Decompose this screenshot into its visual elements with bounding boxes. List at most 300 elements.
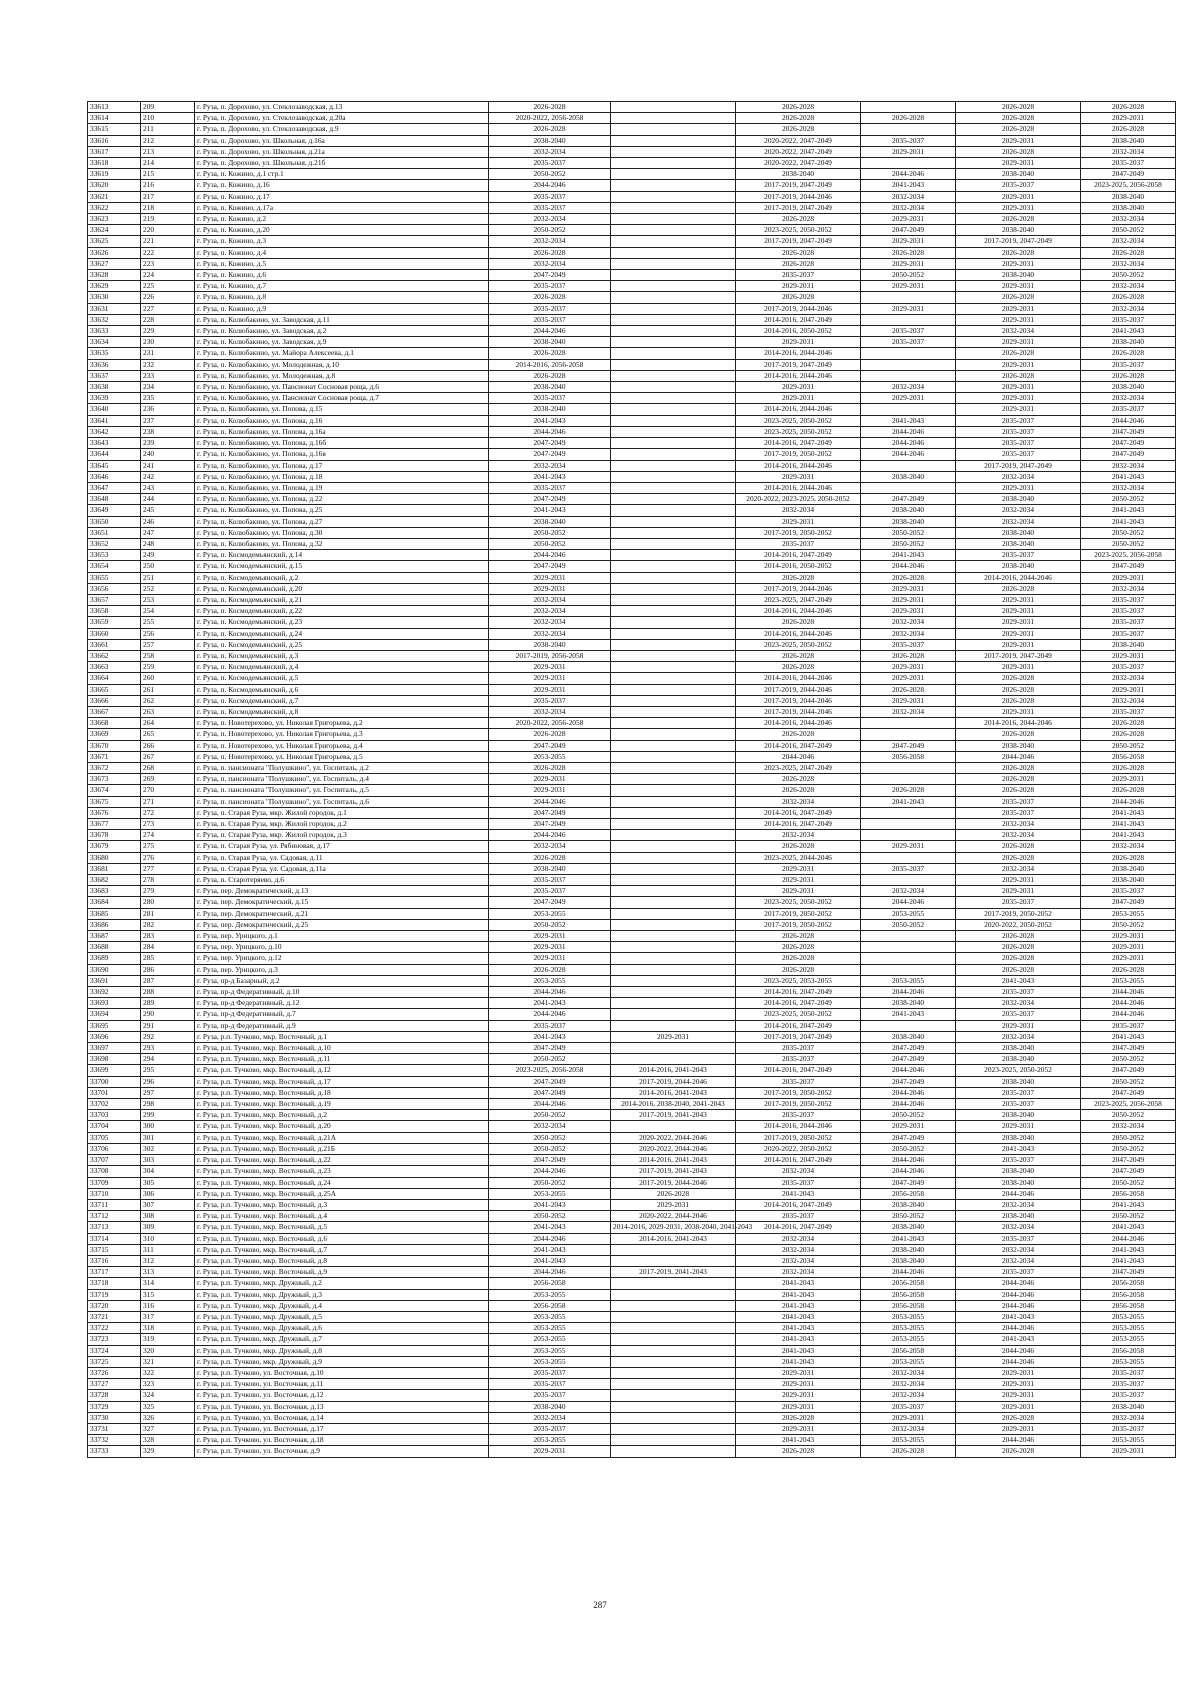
period-col-6-cell: 2047-2049: [1081, 897, 1176, 908]
period-col-5-cell: 2026-2028: [956, 942, 1081, 953]
period-col-4-cell: 2038-2040: [861, 516, 956, 527]
period-col-6-cell: 2056-2058: [1081, 1300, 1176, 1311]
row-number-cell: 313: [141, 1267, 195, 1278]
address-cell: г. Руза, п. Космодемьянский, д.23: [195, 617, 489, 628]
address-cell: г. Руза, п. Старая Руза, мкр. Жилой городок, д.1: [195, 807, 489, 818]
period-col-2-cell: [611, 1446, 736, 1457]
table-row: [88, 1099, 1176, 1110]
period-col-3-cell: 2041-2043: [736, 1311, 861, 1322]
address-cell: г. Руза, пер. Демократический, д.21: [195, 908, 489, 919]
period-col-5-cell: 2026-2028: [956, 247, 1081, 258]
address-cell: г. Руза, п. Старая Руза, ул. Садовая, д.11: [195, 852, 489, 863]
period-col-6-cell: 2044-2046: [1081, 796, 1176, 807]
row-number-cell: 298: [141, 1099, 195, 1110]
row-number-cell: 237: [141, 415, 195, 426]
period-col-5-cell: 2038-2040: [956, 1043, 1081, 1054]
address-cell: г. Руза, п. Колюбакино, ул. Попова, д.30: [195, 527, 489, 538]
table-row: [88, 550, 1176, 561]
period-col-6-cell: 2035-2037: [1081, 594, 1176, 605]
row-number-cell: 209: [141, 102, 195, 113]
address-cell: г. Руза, п. Дорохово, ул. Школьная, д.21а: [195, 146, 489, 157]
period-col-5-cell: 2044-2046: [956, 1300, 1081, 1311]
address-cell: г. Руза, р.п. Тучково, мкр. Дружный, д.5: [195, 1311, 489, 1322]
row-number-cell: 306: [141, 1188, 195, 1199]
record-id-cell: 33628: [88, 270, 141, 281]
address-cell: г. Руза, р.п. Тучково, мкр. Восточный, д.21А: [195, 1132, 489, 1143]
period-col-3-cell: 2014-2016, 2047-2049: [736, 1222, 861, 1233]
record-id-cell: 33700: [88, 1076, 141, 1087]
address-cell: г. Руза, р.п. Тучково, мкр. Восточный, д.5: [195, 1222, 489, 1233]
period-col-5-cell: 2029-2031: [956, 359, 1081, 370]
address-cell: г. Руза, п. Колюбакино, ул. Заводская, д.2: [195, 326, 489, 337]
period-col-2-cell: [611, 191, 736, 202]
period-col-1-cell: 2044-2046: [489, 426, 611, 437]
table-row: [88, 102, 1176, 113]
record-id-cell: 33662: [88, 650, 141, 661]
table-row: [88, 1367, 1176, 1378]
table-row: [88, 438, 1176, 449]
row-number-cell: 279: [141, 886, 195, 897]
period-col-5-cell: 2032-2034: [956, 471, 1081, 482]
period-col-1-cell: 2041-2043: [489, 1199, 611, 1210]
period-col-5-cell: 2023-2025, 2050-2052: [956, 1065, 1081, 1076]
table-row: [88, 908, 1176, 919]
record-id-cell: 33708: [88, 1166, 141, 1177]
row-number-cell: 282: [141, 919, 195, 930]
period-col-1-cell: 2053-2055: [489, 1356, 611, 1367]
period-col-3-cell: 2035-2037: [736, 1110, 861, 1121]
period-col-5-cell: 2035-2037: [956, 1155, 1081, 1166]
period-col-4-cell: 2035-2037: [861, 326, 956, 337]
period-col-3-cell: 2014-2016, 2044-2046: [736, 482, 861, 493]
record-id-cell: 33702: [88, 1099, 141, 1110]
period-col-1-cell: 2035-2037: [489, 1423, 611, 1434]
period-col-2-cell: [611, 146, 736, 157]
period-col-5-cell: 2029-2031: [956, 628, 1081, 639]
address-cell: г. Руза, р.п. Тучково, мкр. Восточный, д.20: [195, 1121, 489, 1132]
period-col-3-cell: 2014-2016, 2047-2049: [736, 1199, 861, 1210]
table-row: [88, 1031, 1176, 1042]
period-col-1-cell: 2032-2034: [489, 1412, 611, 1423]
period-col-1-cell: 2026-2028: [489, 852, 611, 863]
period-col-1-cell: 2047-2049: [489, 1155, 611, 1166]
period-col-4-cell: 2041-2043: [861, 415, 956, 426]
record-id-cell: 33663: [88, 662, 141, 673]
address-cell: г. Руза, р.п. Тучково, мкр. Восточный, д.17: [195, 1076, 489, 1087]
address-cell: г. Руза, р.п. Тучково, мкр. Восточный, д.6: [195, 1233, 489, 1244]
period-col-1-cell: 2044-2046: [489, 1009, 611, 1020]
period-col-3-cell: 2026-2028: [736, 113, 861, 124]
period-col-3-cell: 2041-2043: [736, 1345, 861, 1356]
period-col-1-cell: 2056-2058: [489, 1278, 611, 1289]
period-col-3-cell: 2017-2019, 2050-2052: [736, 1087, 861, 1098]
table-row: [88, 1087, 1176, 1098]
period-col-3-cell: 2014-2016, 2047-2049: [736, 438, 861, 449]
period-col-4-cell: 2032-2034: [861, 1367, 956, 1378]
address-cell: г. Руза, п. Новотерехово, ул. Николая Григорьева, д.5: [195, 751, 489, 762]
period-col-1-cell: 2047-2049: [489, 1087, 611, 1098]
period-col-2-cell: [611, 326, 736, 337]
record-id-cell: 33718: [88, 1278, 141, 1289]
period-col-5-cell: 2035-2037: [956, 1009, 1081, 1020]
row-number-cell: 293: [141, 1043, 195, 1054]
address-cell: г. Руза, п. пансионата "Полушкино", ул. Госпиталь, д.5: [195, 785, 489, 796]
row-number-cell: 299: [141, 1110, 195, 1121]
period-col-4-cell: 2029-2031: [861, 393, 956, 404]
row-number-cell: 303: [141, 1155, 195, 1166]
address-cell: г. Руза, п. Новотерехово, ул. Николая Григорьева, д.4: [195, 740, 489, 751]
period-col-3-cell: 2026-2028: [736, 662, 861, 673]
period-col-5-cell: 2032-2034: [956, 863, 1081, 874]
period-col-3-cell: 2041-2043: [736, 1323, 861, 1334]
period-col-6-cell: 2029-2031: [1081, 942, 1176, 953]
record-id-cell: 33729: [88, 1401, 141, 1412]
record-id-cell: 33625: [88, 236, 141, 247]
period-col-4-cell: 2044-2046: [861, 897, 956, 908]
record-id-cell: 33696: [88, 1031, 141, 1042]
row-number-cell: 254: [141, 606, 195, 617]
record-id-cell: 33661: [88, 639, 141, 650]
table-row: [88, 225, 1176, 236]
table-row: [88, 684, 1176, 695]
record-id-cell: 33683: [88, 886, 141, 897]
period-col-3-cell: 2014-2016, 2044-2046: [736, 628, 861, 639]
period-col-1-cell: 2029-2031: [489, 684, 611, 695]
period-col-2-cell: [611, 583, 736, 594]
period-col-3-cell: 2014-2016, 2044-2046: [736, 673, 861, 684]
period-col-3-cell: 2014-2016, 2047-2049: [736, 1065, 861, 1076]
table-row: [88, 1211, 1176, 1222]
row-number-cell: 233: [141, 370, 195, 381]
period-col-1-cell: 2050-2052: [489, 538, 611, 549]
period-col-4-cell: [861, 1020, 956, 1031]
row-number-cell: 276: [141, 852, 195, 863]
period-col-1-cell: 2035-2037: [489, 1367, 611, 1378]
period-col-6-cell: 2050-2052: [1081, 494, 1176, 505]
table-row: [88, 1345, 1176, 1356]
period-col-6-cell: 2035-2037: [1081, 359, 1176, 370]
period-col-2-cell: [611, 449, 736, 460]
table-row: [88, 1435, 1176, 1446]
table-row: [88, 1199, 1176, 1210]
address-cell: г. Руза, п. Дорохово, ул. Стеклозаводская, д.9: [195, 124, 489, 135]
period-col-2-cell: [611, 908, 736, 919]
period-col-5-cell: 2029-2031: [956, 875, 1081, 886]
period-col-4-cell: 2053-2055: [861, 1356, 956, 1367]
address-cell: г. Руза, п. Колюбакино, ул. Попова, д.27: [195, 516, 489, 527]
table-row: [88, 1132, 1176, 1143]
row-number-cell: 212: [141, 135, 195, 146]
period-col-6-cell: 2038-2040: [1081, 337, 1176, 348]
period-col-2-cell: 2026-2028: [611, 1188, 736, 1199]
period-col-2-cell: [611, 1043, 736, 1054]
period-col-5-cell: 2026-2028: [956, 684, 1081, 695]
period-col-1-cell: 2053-2055: [489, 1334, 611, 1345]
period-col-1-cell: 2038-2040: [489, 337, 611, 348]
period-col-2-cell: [611, 494, 736, 505]
period-col-5-cell: 2026-2028: [956, 785, 1081, 796]
period-col-5-cell: 2038-2040: [956, 740, 1081, 751]
period-col-5-cell: 2035-2037: [956, 1087, 1081, 1098]
table-row: [88, 1390, 1176, 1401]
period-col-1-cell: 2050-2052: [489, 1132, 611, 1143]
period-col-4-cell: 2044-2046: [861, 987, 956, 998]
period-col-6-cell: 2035-2037: [1081, 886, 1176, 897]
period-col-2-cell: [611, 471, 736, 482]
row-number-cell: 286: [141, 964, 195, 975]
record-id-cell: 33716: [88, 1255, 141, 1266]
period-col-4-cell: 2044-2046: [861, 1166, 956, 1177]
record-id-cell: 33733: [88, 1446, 141, 1457]
period-col-2-cell: [611, 348, 736, 359]
record-id-cell: 33638: [88, 382, 141, 393]
address-cell: г. Руза, п. Колюбакино, ул. Молодежная, д.10: [195, 359, 489, 370]
record-id-cell: 33722: [88, 1323, 141, 1334]
table-row: [88, 785, 1176, 796]
address-cell: г. Руза, пр-д Базарный, д.2: [195, 975, 489, 986]
period-col-1-cell: 2032-2034: [489, 594, 611, 605]
period-col-5-cell: 2038-2040: [956, 225, 1081, 236]
table-row: [88, 998, 1176, 1009]
period-col-6-cell: 2050-2052: [1081, 1132, 1176, 1143]
table-row: [88, 1267, 1176, 1278]
row-number-cell: 275: [141, 841, 195, 852]
table-row: [88, 1423, 1176, 1434]
period-col-6-cell: 2032-2034: [1081, 146, 1176, 157]
address-cell: г. Руза, п. Космодемьянский, д.14: [195, 550, 489, 561]
period-col-3-cell: 2026-2028: [736, 1446, 861, 1457]
period-col-6-cell: 2038-2040: [1081, 202, 1176, 213]
period-col-3-cell: 2032-2034: [736, 1233, 861, 1244]
row-number-cell: 283: [141, 931, 195, 942]
address-cell: г. Руза, п. Дорохово, ул. Школьная, д.21б: [195, 158, 489, 169]
period-col-1-cell: 2035-2037: [489, 695, 611, 706]
period-col-3-cell: 2020-2022, 2047-2049: [736, 158, 861, 169]
period-col-1-cell: 2035-2037: [489, 875, 611, 886]
period-col-6-cell: 2053-2055: [1081, 1311, 1176, 1322]
row-number-cell: 329: [141, 1446, 195, 1457]
period-col-1-cell: 2029-2031: [489, 942, 611, 953]
period-col-5-cell: 2032-2034: [956, 819, 1081, 830]
period-col-1-cell: 2044-2046: [489, 180, 611, 191]
period-col-5-cell: 2026-2028: [956, 841, 1081, 852]
period-col-2-cell: [611, 1356, 736, 1367]
row-number-cell: 266: [141, 740, 195, 751]
period-col-3-cell: 2023-2025, 2050-2052: [736, 225, 861, 236]
period-col-3-cell: 2029-2031: [736, 1401, 861, 1412]
period-col-1-cell: 2044-2046: [489, 550, 611, 561]
row-number-cell: 285: [141, 953, 195, 964]
period-col-2-cell: [611, 102, 736, 113]
record-id-cell: 33622: [88, 202, 141, 213]
period-col-2-cell: [611, 1323, 736, 1334]
period-col-2-cell: [611, 673, 736, 684]
period-col-2-cell: [611, 863, 736, 874]
row-number-cell: 219: [141, 214, 195, 225]
period-col-2-cell: 2029-2031: [611, 1199, 736, 1210]
period-col-1-cell: 2035-2037: [489, 314, 611, 325]
period-col-4-cell: [861, 718, 956, 729]
period-col-2-cell: [611, 303, 736, 314]
period-col-4-cell: 2029-2031: [861, 673, 956, 684]
record-id-cell: 33650: [88, 516, 141, 527]
period-col-6-cell: 2041-2043: [1081, 830, 1176, 841]
period-col-6-cell: 2050-2052: [1081, 538, 1176, 549]
period-col-2-cell: [611, 897, 736, 908]
record-id-cell: 33706: [88, 1143, 141, 1154]
period-col-6-cell: 2038-2040: [1081, 863, 1176, 874]
period-col-4-cell: [861, 931, 956, 942]
address-cell: г. Руза, р.п. Тучково, ул. Восточная, д.10: [195, 1367, 489, 1378]
row-number-cell: 230: [141, 337, 195, 348]
table-row: [88, 214, 1176, 225]
period-col-2-cell: [611, 919, 736, 930]
period-col-5-cell: 2038-2040: [956, 538, 1081, 549]
period-col-2-cell: [611, 113, 736, 124]
table-row: [88, 482, 1176, 493]
table-row: [88, 281, 1176, 292]
period-col-4-cell: 2029-2031: [861, 214, 956, 225]
period-col-4-cell: 2026-2028: [861, 572, 956, 583]
period-col-2-cell: [611, 482, 736, 493]
period-col-3-cell: 2020-2022, 2047-2049: [736, 146, 861, 157]
period-col-4-cell: [861, 852, 956, 863]
period-col-4-cell: 2038-2040: [861, 1222, 956, 1233]
record-id-cell: 33690: [88, 964, 141, 975]
period-col-3-cell: 2014-2016, 2044-2046: [736, 404, 861, 415]
period-col-5-cell: 2044-2046: [956, 1435, 1081, 1446]
address-cell: г. Руза, п. Кожино, д.5: [195, 258, 489, 269]
period-col-2-cell: [611, 1423, 736, 1434]
period-col-1-cell: 2047-2049: [489, 494, 611, 505]
address-cell: г. Руза, п. Кожино, д.6: [195, 270, 489, 281]
period-col-4-cell: 2038-2040: [861, 471, 956, 482]
period-col-5-cell: 2026-2028: [956, 953, 1081, 964]
period-col-5-cell: 2038-2040: [956, 494, 1081, 505]
row-number-cell: 315: [141, 1289, 195, 1300]
period-col-5-cell: 2038-2040: [956, 270, 1081, 281]
period-col-1-cell: 2029-2031: [489, 673, 611, 684]
address-cell: г. Руза, р.п. Тучково, мкр. Восточный, д.19: [195, 1099, 489, 1110]
period-col-2-cell: [611, 572, 736, 583]
row-number-cell: 265: [141, 729, 195, 740]
period-col-5-cell: 2017-2019, 2050-2052: [956, 908, 1081, 919]
period-col-3-cell: 2017-2019, 2047-2049: [736, 202, 861, 213]
address-cell: г. Руза, п. Колюбакино, ул. Попова, д.15: [195, 404, 489, 415]
record-id-cell: 33713: [88, 1222, 141, 1233]
period-col-1-cell: 2026-2028: [489, 762, 611, 773]
period-col-1-cell: 2038-2040: [489, 516, 611, 527]
period-col-2-cell: 2014-2016, 2041-2043: [611, 1087, 736, 1098]
period-col-2-cell: [611, 527, 736, 538]
row-number-cell: 271: [141, 796, 195, 807]
table-row: [88, 1222, 1176, 1233]
period-col-1-cell: 2029-2031: [489, 953, 611, 964]
period-col-2-cell: 2014-2016, 2041-2043: [611, 1233, 736, 1244]
period-col-5-cell: 2026-2028: [956, 124, 1081, 135]
period-col-5-cell: 2044-2046: [956, 1356, 1081, 1367]
period-col-2-cell: 2017-2019, 2041-2043: [611, 1267, 736, 1278]
period-col-3-cell: 2026-2028: [736, 785, 861, 796]
address-cell: г. Руза, п. Колюбакино, ул. Попова, д.32: [195, 538, 489, 549]
period-col-1-cell: 2032-2034: [489, 606, 611, 617]
period-col-5-cell: 2026-2028: [956, 370, 1081, 381]
period-col-4-cell: 2035-2037: [861, 1401, 956, 1412]
period-col-6-cell: 2056-2058: [1081, 751, 1176, 762]
period-col-2-cell: 2017-2019, 2044-2046: [611, 1076, 736, 1087]
period-col-3-cell: 2032-2034: [736, 1255, 861, 1266]
record-id-cell: 33672: [88, 762, 141, 773]
period-col-2-cell: [611, 393, 736, 404]
period-col-3-cell: 2035-2037: [736, 270, 861, 281]
period-col-4-cell: [861, 964, 956, 975]
row-number-cell: 252: [141, 583, 195, 594]
table-row: [88, 404, 1176, 415]
record-id-cell: 33707: [88, 1155, 141, 1166]
address-cell: г. Руза, п. Кожино, д.2: [195, 214, 489, 225]
period-col-6-cell: 2032-2034: [1081, 1412, 1176, 1423]
period-col-3-cell: 2038-2040: [736, 169, 861, 180]
period-col-3-cell: 2017-2019, 2044-2046: [736, 191, 861, 202]
period-col-4-cell: 2044-2046: [861, 1087, 956, 1098]
record-id-cell: 33618: [88, 158, 141, 169]
period-col-2-cell: [611, 516, 736, 527]
period-col-2-cell: 2014-2016, 2041-2043: [611, 1065, 736, 1076]
period-col-1-cell: 2053-2055: [489, 1188, 611, 1199]
address-cell: г. Руза, р.п. Тучково, ул. Восточная, д.14: [195, 1412, 489, 1423]
address-cell: г. Руза, п. Колюбакино, ул. Молодежная, д.8: [195, 370, 489, 381]
address-cell: г. Руза, п. Кожино, д.3: [195, 236, 489, 247]
period-col-6-cell: 2029-2031: [1081, 650, 1176, 661]
record-id-cell: 33651: [88, 527, 141, 538]
row-number-cell: 232: [141, 359, 195, 370]
address-cell: г. Руза, п. Кожино, д.4: [195, 247, 489, 258]
period-col-2-cell: [611, 1121, 736, 1132]
row-number-cell: 218: [141, 202, 195, 213]
period-col-2-cell: [611, 180, 736, 191]
period-col-3-cell: 2029-2031: [736, 1379, 861, 1390]
table-row: [88, 326, 1176, 337]
period-col-2-cell: [611, 314, 736, 325]
period-col-1-cell: 2053-2055: [489, 975, 611, 986]
period-col-5-cell: 2038-2040: [956, 527, 1081, 538]
period-col-2-cell: 2014-2016, 2038-2040, 2041-2043: [611, 1099, 736, 1110]
period-col-6-cell: 2035-2037: [1081, 1367, 1176, 1378]
period-col-4-cell: [861, 404, 956, 415]
period-col-2-cell: [611, 359, 736, 370]
period-col-5-cell: 2017-2019, 2047-2049: [956, 236, 1081, 247]
period-col-6-cell: 2032-2034: [1081, 460, 1176, 471]
period-col-5-cell: 2026-2028: [956, 146, 1081, 157]
address-cell: г. Руза, п. пансионата "Полушкино", ул. Госпиталь, д.4: [195, 774, 489, 785]
period-col-1-cell: 2035-2037: [489, 1379, 611, 1390]
period-col-6-cell: 2035-2037: [1081, 706, 1176, 717]
period-col-5-cell: 2044-2046: [956, 1278, 1081, 1289]
record-id-cell: 33634: [88, 337, 141, 348]
period-col-4-cell: [861, 819, 956, 830]
period-col-2-cell: [611, 931, 736, 942]
period-col-2-cell: [611, 706, 736, 717]
period-col-1-cell: 2047-2049: [489, 270, 611, 281]
record-id-cell: 33665: [88, 684, 141, 695]
record-id-cell: 33649: [88, 505, 141, 516]
period-col-6-cell: 2038-2040: [1081, 639, 1176, 650]
period-col-6-cell: 2050-2052: [1081, 1177, 1176, 1188]
row-number-cell: 300: [141, 1121, 195, 1132]
period-col-4-cell: 2029-2031: [861, 303, 956, 314]
period-col-3-cell: 2023-2025, 2044-2046: [736, 852, 861, 863]
row-number-cell: 297: [141, 1087, 195, 1098]
